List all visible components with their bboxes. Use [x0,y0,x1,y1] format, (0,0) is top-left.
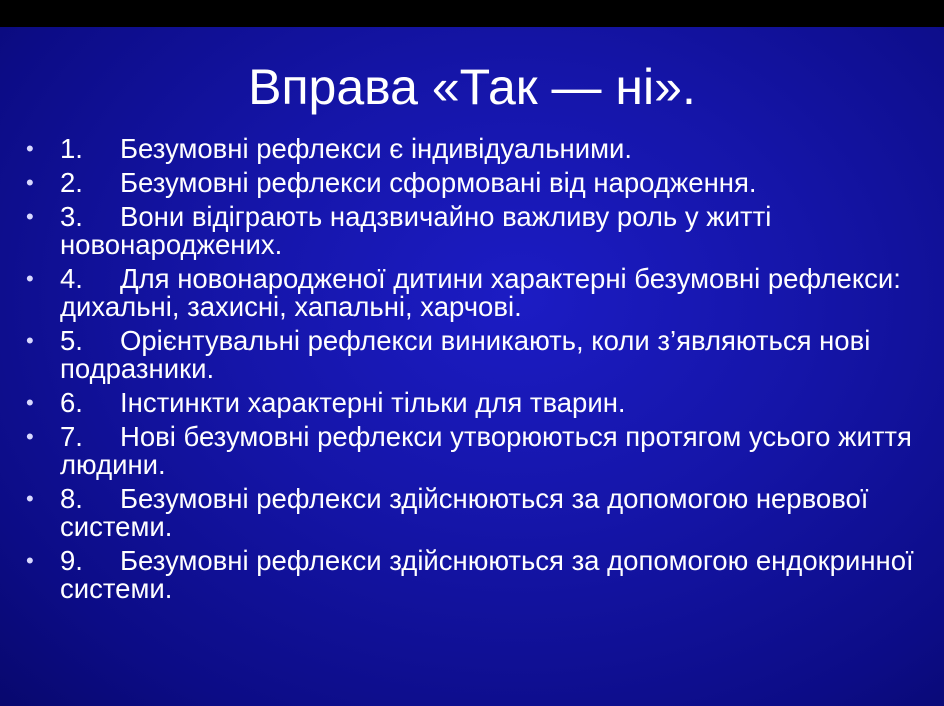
item-text: Безумовні рефлекси сформовані від народження. [120,167,757,198]
item-number: 6. [60,387,83,418]
list-item [26,135,926,163]
list-item [26,423,926,479]
item-text: Безумовні рефлекси здійснюються за допомогою ендокринної системи. [60,545,914,604]
statement-list [26,135,926,609]
item-number: 3. [60,201,83,232]
item-text: Для новонародженої дитини характерні безумовні рефлекси: дихальні, захисні, хапальні, харчові. [60,263,901,322]
list-item [26,485,926,541]
item-number: 2. [60,167,83,198]
item-text: Безумовні рефлекси є індивідуальними. [120,133,632,164]
slide-title: Вправа «Так — ні». [248,59,696,115]
list-item [26,265,926,321]
list-item [26,169,926,197]
bullet-icon: • [26,328,34,353]
list-item [26,547,926,603]
top-black-bar [0,0,944,27]
item-number: 4. [60,263,83,294]
list-item [26,203,926,259]
item-number: 1. [60,133,83,164]
bullet-icon: • [26,548,34,573]
item-text: Нові безумовні рефлекси утворюються протягом усього життя людини. [60,421,912,480]
slide [0,27,944,706]
bullet-icon: • [26,136,34,161]
item-number: 9. [60,545,83,576]
item-text: Інстинкти характерні тільки для тварин. [120,387,626,418]
item-number: 7. [60,421,83,452]
list-item [26,327,926,383]
bullet-icon: • [26,266,34,291]
bullet-icon: • [26,486,34,511]
list-item [26,389,926,417]
item-text: Безумовні рефлекси здійснюються за допомогою нервової системи. [60,483,869,542]
item-text: Вони відіграють надзвичайно важливу роль у житті новонароджених. [60,201,772,260]
item-text: Орієнтувальні рефлекси виникають, коли з’являються нові подразники. [60,325,871,384]
item-number: 5. [60,325,83,356]
bullet-icon: • [26,204,34,229]
bullet-icon: • [26,424,34,449]
bullet-icon: • [26,390,34,415]
item-number: 8. [60,483,83,514]
bullet-icon: • [26,170,34,195]
